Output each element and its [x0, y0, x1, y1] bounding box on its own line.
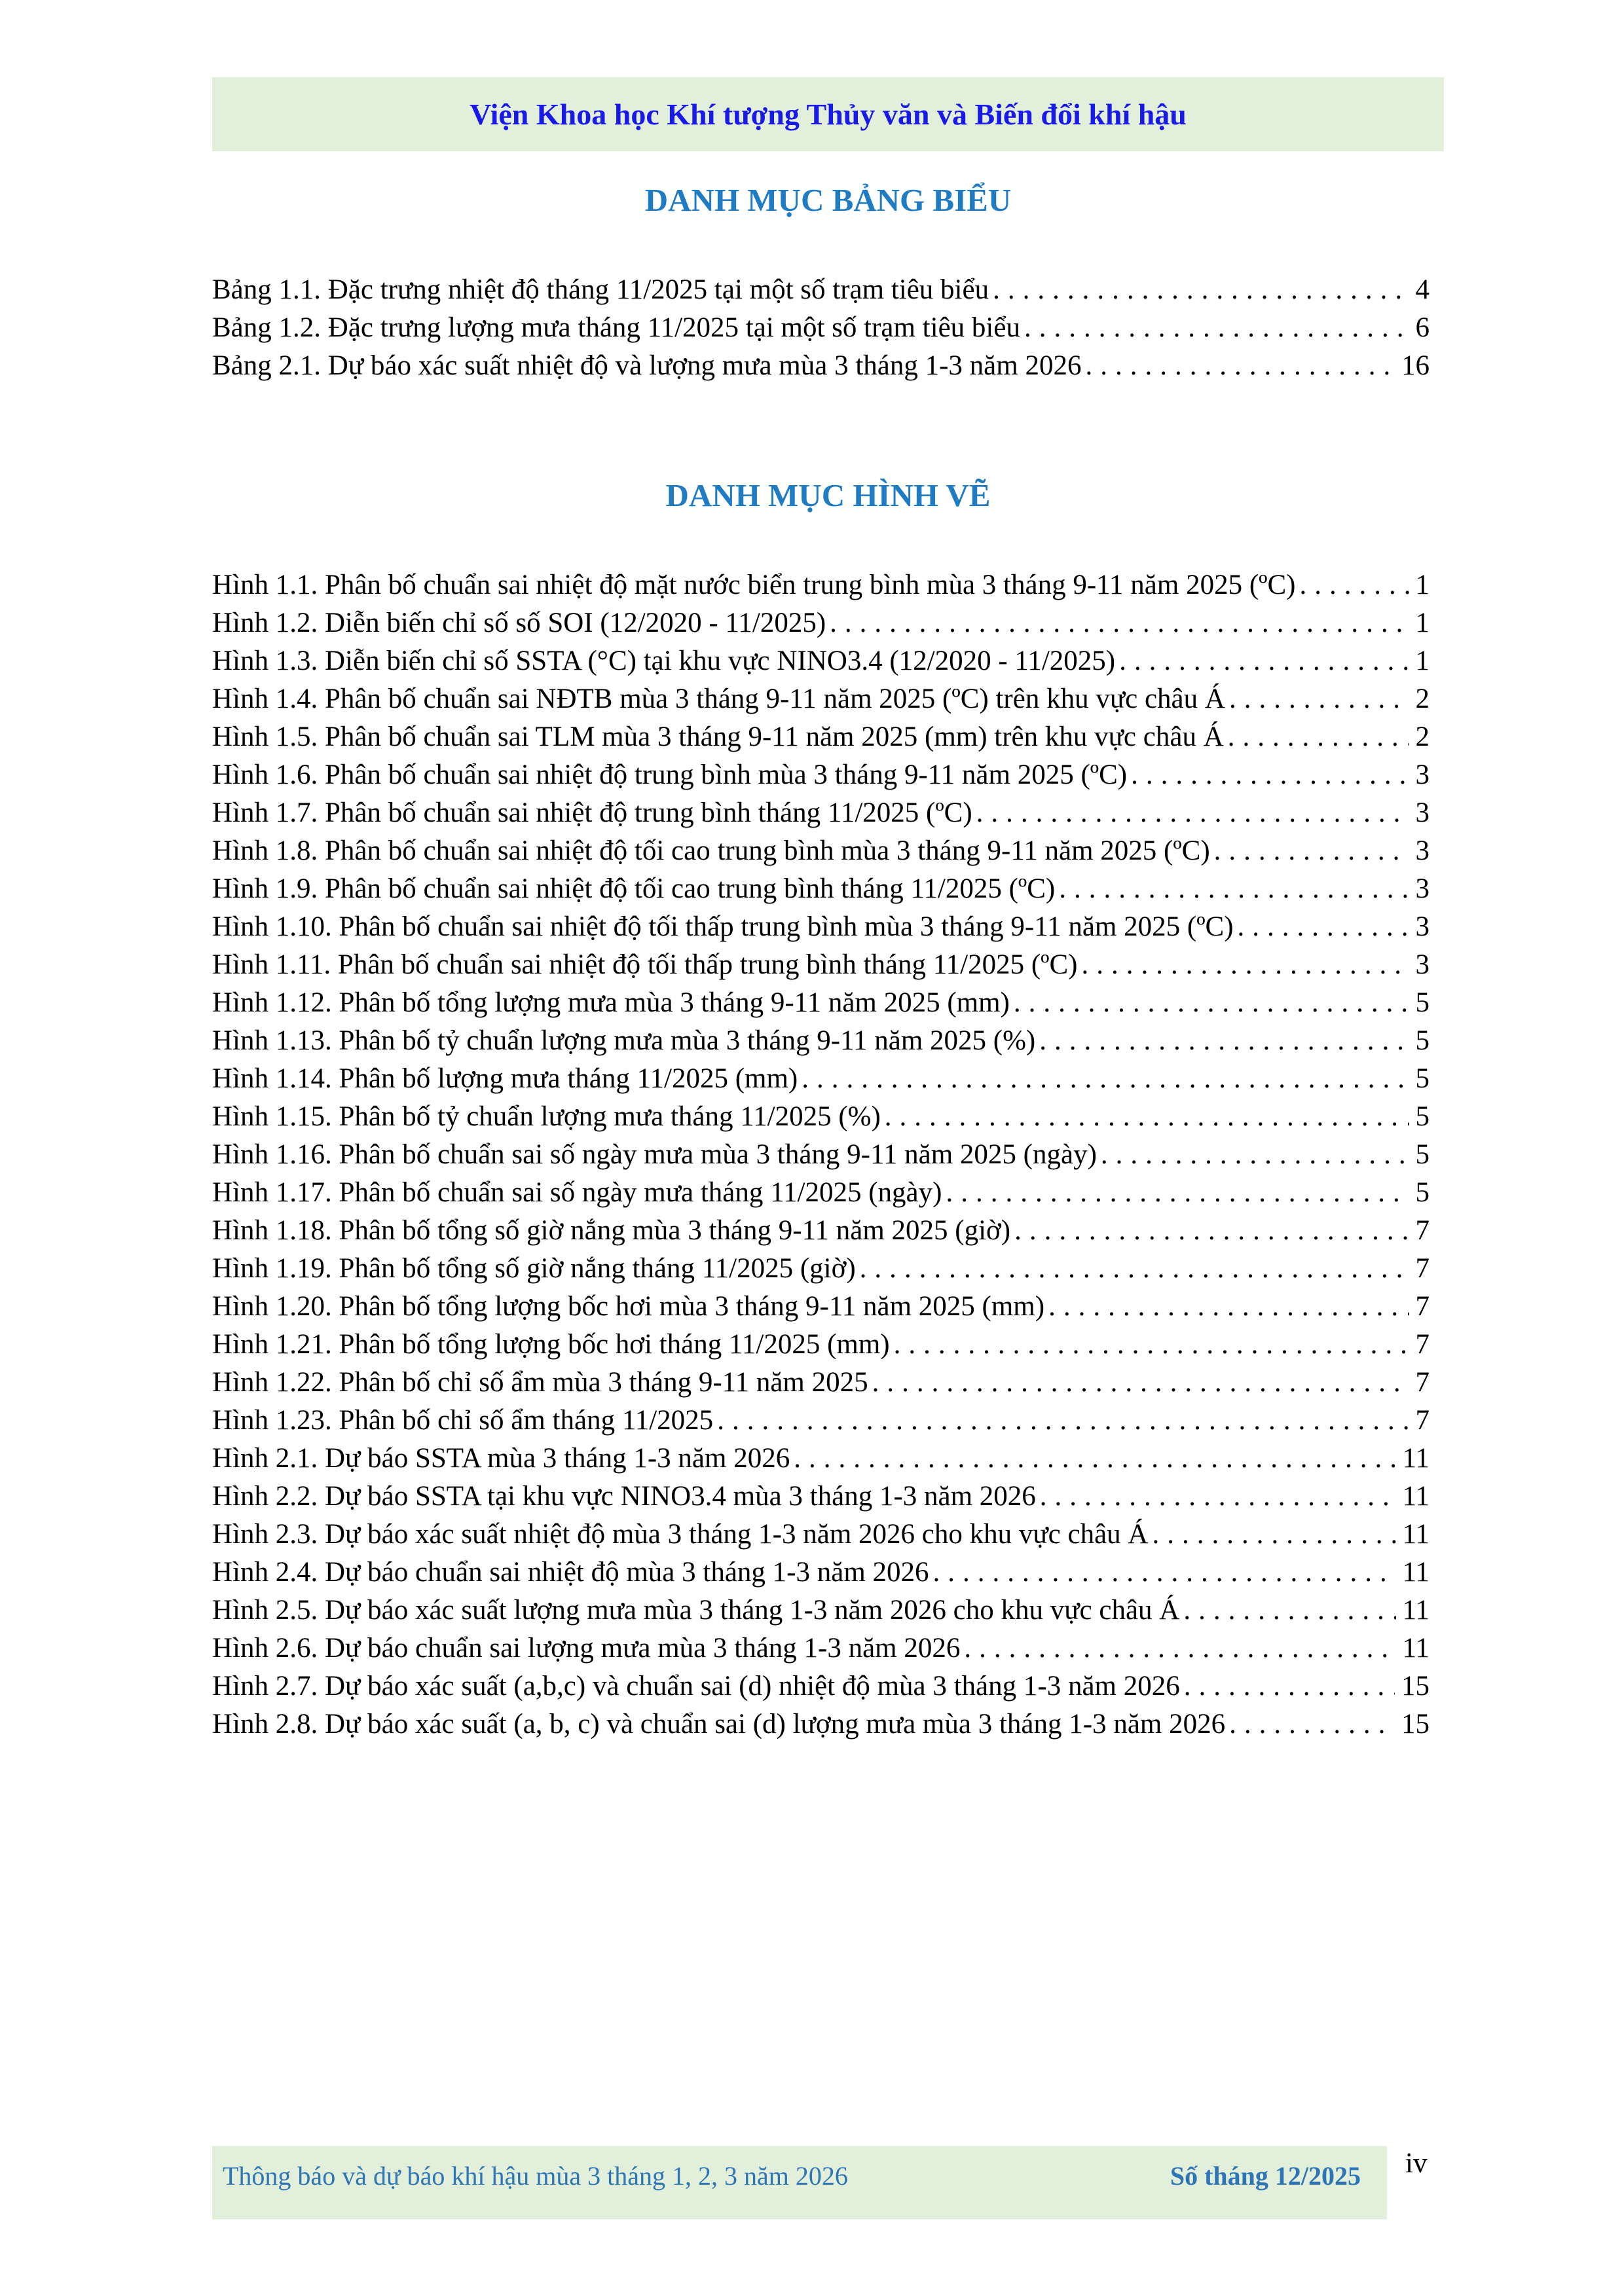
toc-page-number: 2 [1415, 721, 1430, 752]
toc-dot-leader [1179, 1592, 1395, 1630]
toc-dot-leader [960, 1630, 1395, 1667]
toc-entry-label: Hình 1.2. Diễn biến chỉ số số SOI (12/2020 - 11/2025) [212, 607, 826, 638]
toc-page-number: 5 [1415, 987, 1430, 1018]
toc-entry[interactable] [212, 984, 1430, 1022]
toc-entry-label: Hình 1.5. Phân bố chuẩn sai TLM mùa 3 tháng 9-11 năm 2025 (mm) trên khu vực châu Á [212, 721, 1224, 752]
header-bar [212, 77, 1444, 151]
toc-page-number: 3 [1415, 759, 1430, 790]
toc-dot-leader [826, 604, 1409, 642]
toc-entry[interactable] [212, 1667, 1430, 1705]
toc-page-number: 7 [1415, 1290, 1430, 1322]
toc-entry[interactable] [212, 566, 1430, 604]
toc-entry-label: Hình 1.15. Phân bố tỷ chuẩn lượng mưa tháng 11/2025 (%) [212, 1101, 881, 1132]
toc-entry-label: Hình 1.1. Phân bố chuẩn sai nhiệt độ mặt nước biển trung bình mùa 3 tháng 9-11 năm 2025 (ºC) [212, 569, 1296, 600]
toc-page-number: 5 [1415, 1101, 1430, 1132]
toc-entry[interactable] [212, 1098, 1430, 1136]
toc-entry-label: Bảng 1.1. Đặc trưng nhiệt độ tháng 11/2025 tại một số trạm tiêu biểu [212, 274, 989, 305]
toc-dot-leader [1081, 347, 1395, 385]
toc-entry-label: Hình 1.8. Phân bố chuẩn sai nhiệt độ tối cao trung bình mùa 3 tháng 9-11 năm 2025 (ºC) [212, 835, 1210, 866]
toc-entry-label: Hình 2.4. Dự báo chuẩn sai nhiệt độ mùa 3 tháng 1-3 năm 2026 [212, 1556, 929, 1588]
toc-dot-leader [1078, 946, 1409, 984]
toc-entry[interactable] [212, 1250, 1430, 1288]
toc-dot-leader [1225, 1705, 1395, 1743]
toc-dot-leader [1010, 984, 1409, 1022]
toc-dot-leader [929, 1554, 1396, 1592]
toc-entry[interactable] [212, 1440, 1430, 1478]
toc-entry[interactable] [212, 794, 1430, 832]
toc-dot-leader [1115, 642, 1409, 680]
toc-entry[interactable] [212, 718, 1430, 756]
toc-page-number: 15 [1401, 1708, 1430, 1740]
toc-dot-leader [1036, 1478, 1396, 1516]
toc-entry-label: Hình 1.14. Phân bố lượng mưa tháng 11/2025 (mm) [212, 1063, 798, 1094]
toc-entry[interactable] [212, 1212, 1430, 1250]
toc-entry[interactable] [212, 832, 1430, 870]
toc-entry[interactable] [212, 1288, 1430, 1326]
toc-dot-leader [868, 1364, 1409, 1402]
toc-dot-leader [1225, 680, 1409, 718]
institute-title: Viện Khoa học Khí tượng Thủy văn và Biến đổi khí hậu [470, 98, 1187, 131]
toc-entry[interactable] [212, 1630, 1430, 1667]
toc-dot-leader [1055, 870, 1409, 908]
toc-page-number: 11 [1402, 1594, 1430, 1626]
toc-entry-label: Hình 1.21. Phân bố tổng lượng bốc hơi tháng 11/2025 (mm) [212, 1328, 890, 1360]
toc-entry-label: Hình 1.23. Phân bố chỉ số ẩm tháng 11/2025 [212, 1404, 714, 1436]
toc-page-number: 11 [1402, 1518, 1430, 1550]
toc-entry-label: Hình 1.17. Phân bố chuẩn sai số ngày mưa tháng 11/2025 (ngày) [212, 1176, 942, 1208]
toc-entry[interactable] [212, 946, 1430, 984]
toc-entry-label: Hình 1.6. Phân bố chuẩn sai nhiệt độ trung bình mùa 3 tháng 9-11 năm 2025 (ºC) [212, 759, 1128, 790]
toc-entry[interactable] [212, 870, 1430, 908]
toc-page-number: 11 [1402, 1442, 1430, 1474]
toc-page-number: 3 [1415, 911, 1430, 942]
toc-dot-leader [1010, 1212, 1409, 1250]
toc-dot-leader [1035, 1022, 1409, 1060]
toc-dot-leader [1210, 832, 1409, 870]
toc-entry[interactable] [212, 1554, 1430, 1592]
toc-page-number: 3 [1415, 873, 1430, 904]
toc-entry[interactable] [212, 1022, 1430, 1060]
toc-dot-leader [942, 1174, 1409, 1212]
toc-entry[interactable] [212, 604, 1430, 642]
toc-entry-label: Hình 1.7. Phân bố chuẩn sai nhiệt độ trung bình tháng 11/2025 (ºC) [212, 797, 972, 828]
toc-entry-label: Hình 2.8. Dự báo xác suất (a, b, c) và chuẩn sai (d) lượng mưa mùa 3 tháng 1-3 năm 2026 [212, 1708, 1226, 1740]
footer-bar [212, 2146, 1387, 2219]
toc-page-number: 7 [1415, 1404, 1430, 1436]
toc-entry-label: Hình 2.3. Dự báo xác suất nhiệt độ mùa 3 tháng 1-3 năm 2026 cho khu vực châu Á [212, 1518, 1149, 1550]
toc-page-number: 1 [1415, 569, 1430, 600]
toc-entry-label: Hình 2.1. Dự báo SSTA mùa 3 tháng 1-3 năm 2026 [212, 1442, 790, 1474]
toc-page-number: 7 [1415, 1328, 1430, 1360]
toc-dot-leader [1234, 908, 1409, 946]
toc-entry-label: Hình 1.12. Phân bố tổng lượng mưa mùa 3 tháng 9-11 năm 2025 (mm) [212, 987, 1010, 1018]
toc-entry-label: Hình 1.18. Phân bố tổng số giờ nắng mùa 3 tháng 9-11 năm 2025 (giờ) [212, 1214, 1011, 1246]
toc-entry[interactable] [212, 271, 1430, 309]
toc-page-number: 11 [1402, 1480, 1430, 1512]
toc-page-number: 7 [1415, 1366, 1430, 1398]
toc-dot-leader [1127, 756, 1409, 794]
toc-page-number: 5 [1415, 1176, 1430, 1208]
toc-entry-label: Hình 1.4. Phân bố chuẩn sai NĐTB mùa 3 tháng 9-11 năm 2025 (ºC) trên khu vực châu Á [212, 683, 1225, 714]
toc-entry-label: Bảng 1.2. Đặc trưng lượng mưa tháng 11/2025 tại một số trạm tiêu biểu [212, 312, 1020, 343]
toc-entry[interactable] [212, 1592, 1430, 1630]
toc-entry[interactable] [212, 1402, 1430, 1440]
toc-dot-leader [881, 1098, 1409, 1136]
toc-entry[interactable] [212, 1364, 1430, 1402]
toc-dot-leader [1296, 566, 1409, 604]
page-content [212, 151, 1444, 1743]
toc-page-number: 15 [1401, 1670, 1430, 1702]
toc-page-number: 5 [1415, 1063, 1430, 1094]
toc-entry-label: Hình 2.2. Dự báo SSTA tại khu vực NINO3.4 mùa 3 tháng 1-3 năm 2026 [212, 1480, 1036, 1512]
toc-entry[interactable] [212, 309, 1430, 347]
toc-entry[interactable] [212, 908, 1430, 946]
toc-page-number: 1 [1415, 645, 1430, 676]
toc-dot-leader [713, 1402, 1409, 1440]
toc-entry[interactable] [212, 756, 1430, 794]
toc-page-number: 3 [1415, 797, 1430, 828]
toc-page-number: 7 [1415, 1252, 1430, 1284]
toc-entry-label: Hình 1.13. Phân bố tỷ chuẩn lượng mưa mùa 3 tháng 9-11 năm 2025 (%) [212, 1025, 1036, 1056]
toc-page-number: 2 [1415, 683, 1430, 714]
footer-report-title: Thông báo và dự báo khí hậu mùa 3 tháng 1, 2, 3 năm 2026 [223, 2161, 848, 2191]
toc-dot-leader [1044, 1288, 1409, 1326]
footer-issue-label: Số tháng 12/2025 [1170, 2161, 1361, 2191]
toc-dot-leader [1097, 1136, 1409, 1174]
toc-entry-label: Hình 1.20. Phân bố tổng lượng bốc hơi mùa 3 tháng 9-11 năm 2025 (mm) [212, 1290, 1045, 1322]
toc-dot-leader [798, 1060, 1409, 1098]
toc-page-number: 11 [1402, 1556, 1430, 1588]
toc-dot-leader [972, 794, 1409, 832]
toc-entry-label: Hình 1.10. Phân bố chuẩn sai nhiệt độ tối thấp trung bình mùa 3 tháng 9-11 năm 2025 (ºC) [212, 911, 1234, 942]
toc-page-number: 1 [1415, 607, 1430, 638]
toc-entry[interactable] [212, 680, 1430, 718]
toc-entry[interactable] [212, 1174, 1430, 1212]
toc-entry[interactable] [212, 1516, 1430, 1554]
toc-entry-label: Bảng 2.1. Dự báo xác suất nhiệt độ và lượng mưa mùa 3 tháng 1-3 năm 2026 [212, 350, 1082, 381]
toc-entry[interactable] [212, 1705, 1430, 1743]
toc-dot-leader [1020, 309, 1409, 347]
toc-entry[interactable] [212, 1326, 1430, 1364]
toc-page-number: 5 [1415, 1139, 1430, 1170]
toc-entry-label: Hình 1.22. Phân bố chỉ số ẩm mùa 3 tháng 9-11 năm 2025 [212, 1366, 868, 1398]
toc-dot-leader [1180, 1667, 1395, 1705]
figures-toc-list [212, 566, 1444, 1743]
figures-section-title: DANH MỤC HÌNH VẼ [665, 477, 991, 513]
toc-entry[interactable] [212, 1478, 1430, 1516]
toc-dot-leader [856, 1250, 1409, 1288]
toc-dot-leader [989, 271, 1409, 309]
toc-entry[interactable] [212, 347, 1430, 385]
toc-entry[interactable] [212, 1060, 1430, 1098]
toc-page-number: 3 [1415, 835, 1430, 866]
toc-page-number: 6 [1415, 312, 1430, 343]
tables-toc-list [212, 271, 1444, 385]
toc-entry-label: Hình 1.16. Phân bố chuẩn sai số ngày mưa mùa 3 tháng 9-11 năm 2025 (ngày) [212, 1139, 1097, 1170]
toc-entry[interactable] [212, 642, 1430, 680]
toc-page-number: 16 [1401, 350, 1430, 381]
toc-dot-leader [1148, 1516, 1395, 1554]
toc-entry-label: Hình 2.7. Dự báo xác suất (a,b,c) và chuẩn sai (d) nhiệt độ mùa 3 tháng 1-3 năm 2026 [212, 1670, 1180, 1702]
toc-dot-leader [1224, 718, 1409, 756]
toc-dot-leader [790, 1440, 1395, 1478]
toc-entry-label: Hình 1.19. Phân bố tổng số giờ nắng tháng 11/2025 (giờ) [212, 1252, 856, 1284]
toc-entry-label: Hình 1.3. Diễn biến chỉ số SSTA (°C) tại khu vực NINO3.4 (12/2020 - 11/2025) [212, 645, 1116, 676]
toc-entry[interactable] [212, 1136, 1430, 1174]
toc-dot-leader [890, 1326, 1409, 1364]
toc-entry-label: Hình 2.5. Dự báo xác suất lượng mưa mùa 3 tháng 1-3 năm 2026 cho khu vực châu Á [212, 1594, 1180, 1626]
toc-page-number: 3 [1415, 949, 1430, 980]
toc-page-number: 11 [1402, 1632, 1430, 1664]
toc-entry-label: Hình 2.6. Dự báo chuẩn sai lượng mưa mùa 3 tháng 1-3 năm 2026 [212, 1632, 961, 1664]
toc-page-number: 7 [1415, 1214, 1430, 1246]
toc-page-number: 5 [1415, 1025, 1430, 1056]
toc-entry-label: Hình 1.11. Phân bố chuẩn sai nhiệt độ tối thấp trung bình tháng 11/2025 (ºC) [212, 949, 1078, 980]
toc-entry-label: Hình 1.9. Phân bố chuẩn sai nhiệt độ tối cao trung bình tháng 11/2025 (ºC) [212, 873, 1056, 904]
tables-section-title: DANH MỤC BẢNG BIỂU [644, 182, 1012, 218]
toc-page-number: 4 [1415, 274, 1430, 305]
page-number: iv [1405, 2148, 1428, 2179]
